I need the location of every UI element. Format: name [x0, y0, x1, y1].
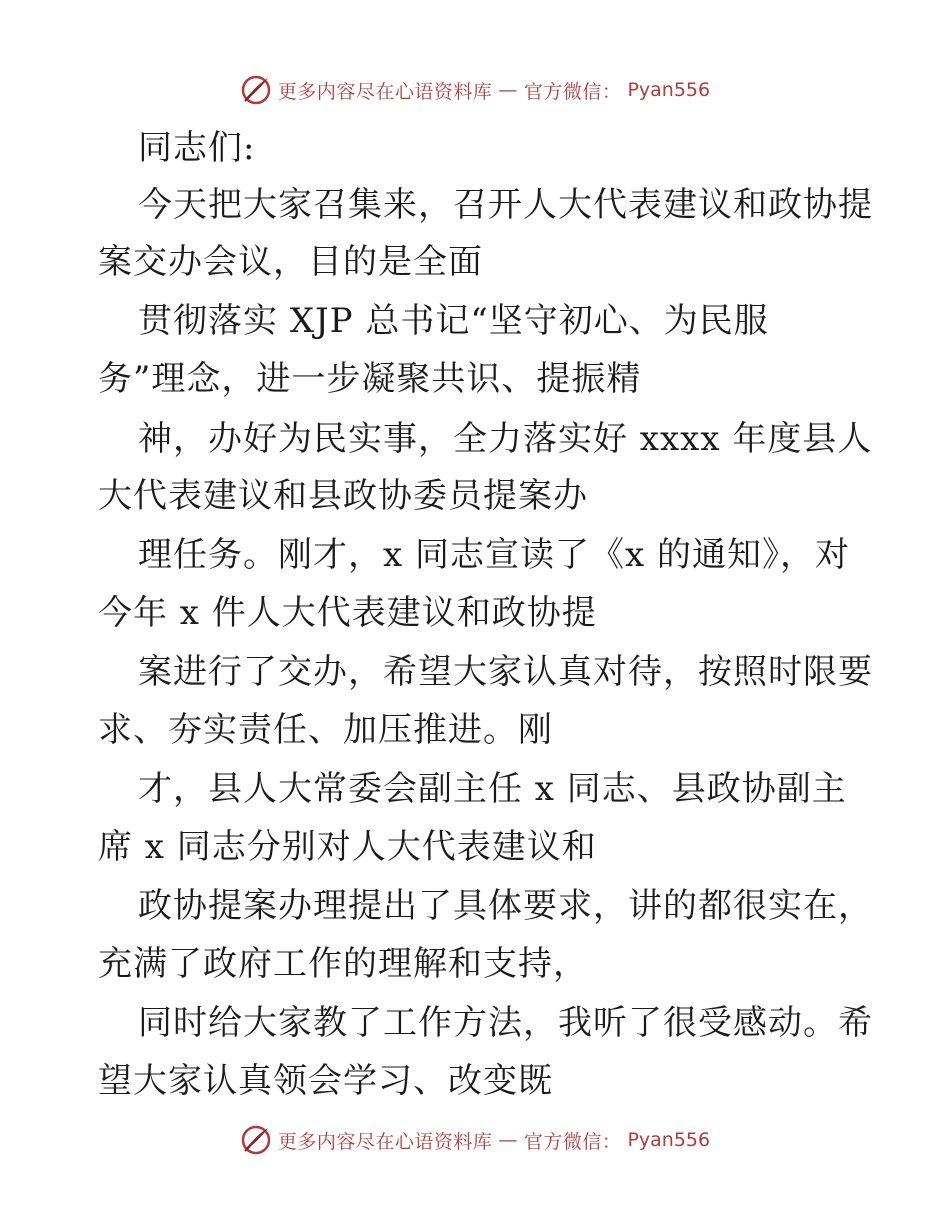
quill-logo-icon: [240, 74, 272, 106]
watermark-official: 官方微信：: [523, 1130, 622, 1153]
paragraph-line: 大代表建议和县政协委员提案办: [98, 476, 588, 516]
watermark-account: Pyan556: [627, 79, 711, 101]
paragraph-line: 神，办好为民实事，全力落实好 xxxx 年度县人: [138, 419, 873, 459]
paragraph-line: 求、夯实责任、加压推进。刚: [98, 710, 553, 750]
quill-logo-icon: [240, 1124, 272, 1156]
paragraph-line: 案进行了交办，希望大家认真对待，按照时限要: [138, 652, 873, 692]
watermark-separator: —: [498, 1129, 518, 1151]
header-watermark: [0, 70, 950, 110]
paragraph-line: 务”理念，进一步凝聚共识、提振精: [98, 359, 642, 399]
salutation: 同志们:: [138, 128, 256, 168]
paragraph-line: 政协提案办理提出了具体要求，讲的都很实在，: [138, 886, 873, 926]
footer-watermark: [0, 1120, 950, 1160]
paragraph-line: 同时给大家教了工作方法，我听了很受感动。希: [138, 1003, 873, 1043]
watermark-separator: —: [498, 79, 518, 101]
watermark-account: Pyan556: [627, 1129, 711, 1151]
watermark-brand: 更多内容尽在心语资料库: [277, 1130, 493, 1153]
paragraph-line: 理任务。刚才，x 同志宣读了《x 的通知》，对: [138, 535, 850, 575]
paragraph-line: 今天把大家召集来，召开人大代表建议和政协提: [138, 185, 873, 225]
watermark-official: 官方微信：: [523, 80, 622, 103]
paragraph-line: 才，县人大常委会副主任 x 同志、县政协副主: [138, 769, 847, 809]
paragraph-line: 案交办会议，目的是全面: [98, 242, 483, 282]
paragraph-line: 充满了政府工作的理解和支持，: [98, 944, 588, 984]
paragraph-line: 席 x 同志分别对人大代表建议和: [98, 827, 597, 867]
paragraph-line: 望大家认真领会学习、改变既: [98, 1061, 553, 1101]
paragraph-line: 今年 x 件人大代表建议和政协提: [98, 593, 597, 633]
paragraph-line: 贯彻落实 XJP 总书记“坚守初心、为民服: [138, 301, 769, 341]
watermark-brand: 更多内容尽在心语资料库: [277, 80, 493, 103]
